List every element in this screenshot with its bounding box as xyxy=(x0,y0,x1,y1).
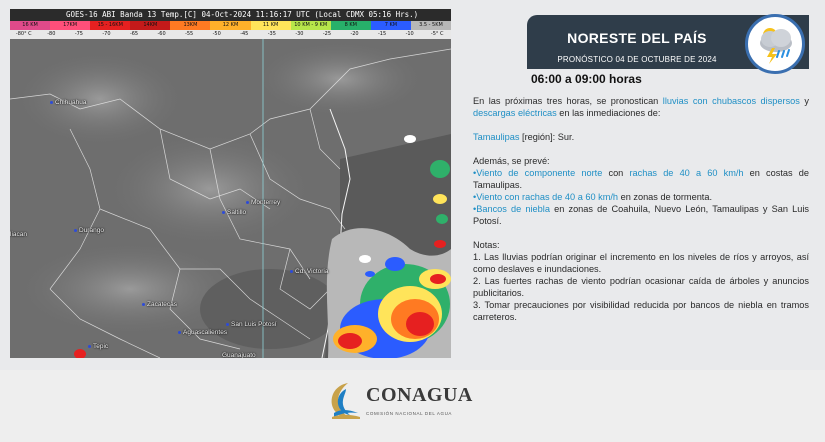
bullet-item xyxy=(473,167,809,191)
conagua-emblem-icon xyxy=(326,379,364,423)
satellite-image-panel xyxy=(10,9,451,358)
scale-cell: 15 - 16KM xyxy=(90,21,130,30)
text: en zonas de tormenta. xyxy=(618,192,713,202)
city-marker-icon xyxy=(88,345,91,348)
text: En las próximas tres horas, se pronostican xyxy=(473,96,663,106)
city-label xyxy=(10,231,27,238)
storm-cloud-icon xyxy=(745,14,805,74)
storm-cloud-graphic xyxy=(748,17,802,71)
scale-cell: 8 KM xyxy=(331,21,371,30)
scale-cell: 12 KM xyxy=(210,21,250,30)
city-label xyxy=(290,268,328,275)
note-item: 2. Las fuertes rachas de viento podrían ocasionar caída de árboles y anuncios publicitarios. xyxy=(473,276,809,298)
highlight-text: •Viento con rachas de 40 a 60 km/h xyxy=(473,192,619,202)
city-name: liacan xyxy=(10,231,27,238)
footer xyxy=(0,370,825,442)
scale-cell: 14KM xyxy=(130,21,170,30)
city-marker-icon xyxy=(246,201,249,204)
city-name: Cd. Victoria xyxy=(295,268,329,275)
city-name: Aguascalientes xyxy=(183,329,228,336)
city-marker-icon xyxy=(290,270,293,273)
altitude-color-scale xyxy=(10,21,451,30)
highlight-text: •Bancos de niebla xyxy=(473,204,550,214)
forecast-date: PRONÓSTICO 04 DE OCTUBRE DE 2024 xyxy=(557,55,717,64)
temp-tick: -75 xyxy=(74,31,83,37)
temp-tick: -70 xyxy=(102,31,111,37)
temp-tick: -60 xyxy=(157,31,166,37)
city-name: Chihuahua xyxy=(55,99,87,106)
temp-tick: -55 xyxy=(185,31,194,37)
scale-cell: 3.5 - 5KM xyxy=(411,21,451,30)
temp-tick: -50 xyxy=(212,31,221,37)
text: en zonas de Coahuila, Nuevo León, Tamaulipas y San Luis Potosí. xyxy=(473,204,809,226)
temp-tick: -65 xyxy=(129,31,139,37)
bullet-item xyxy=(473,203,809,227)
scale-cell: 16 KM xyxy=(10,21,50,30)
highlight-text: rachas de 40 a 60 km/h xyxy=(629,168,744,178)
city-marker-icon xyxy=(222,211,225,214)
city-label xyxy=(142,301,177,308)
city-marker-icon xyxy=(142,303,145,306)
temp-tick: -35 xyxy=(267,31,276,37)
city-label xyxy=(226,321,277,328)
city-name: Tepic xyxy=(93,343,109,350)
city-name: Durango xyxy=(79,227,104,234)
bullet-item xyxy=(473,191,809,203)
state-name: Tamaulipas xyxy=(473,132,520,142)
temp-tick: -80° C xyxy=(15,31,32,37)
region-title: NORESTE DEL PAÍS xyxy=(567,30,707,46)
notes-title: Notas: xyxy=(473,240,500,250)
forecast-body xyxy=(473,95,809,323)
text: y xyxy=(799,96,809,106)
city-name: San Luis Potosí xyxy=(231,321,277,328)
note-item: 1. Las lluvias podrían originar el incremento en los niveles de ríos y arroyos, así como deslaves e inundaciones. xyxy=(473,252,809,274)
city-name: Guanajuato xyxy=(222,352,256,358)
scale-cell: 7 KM xyxy=(371,21,411,30)
logo-wordmark: CONAGUA xyxy=(366,384,473,406)
city-label xyxy=(222,352,256,358)
highlight-text: lluvias con chubascos dispersos xyxy=(662,96,800,106)
conagua-logo xyxy=(326,379,506,429)
city-name: Zacatecas xyxy=(147,301,177,308)
also-title: Además, se prevé: xyxy=(473,156,550,166)
city-label xyxy=(50,99,86,106)
text: en costas de Tamaulipas. xyxy=(473,168,809,190)
scale-cell: 11 KM xyxy=(251,21,291,30)
logo-subtitle: COMISIÓN NACIONAL DEL AGUA xyxy=(366,411,453,416)
scale-cell: 13KM xyxy=(170,21,210,30)
forecast-state xyxy=(473,131,809,143)
temp-tick: -80 xyxy=(47,31,56,37)
scale-cell: 17KM xyxy=(50,21,90,30)
city-marker-icon xyxy=(226,323,229,326)
temp-tick: -25 xyxy=(322,31,332,37)
scale-cell: 10 KM - 9 KM xyxy=(291,21,331,30)
text: [región]: Sur. xyxy=(519,132,575,142)
city-label xyxy=(222,209,246,216)
city-marker-icon xyxy=(178,331,181,334)
city-label xyxy=(246,199,280,206)
highlight-text: •Viento de componente norte xyxy=(473,168,603,178)
temp-tick: -10 xyxy=(405,31,414,37)
temperature-scale xyxy=(10,30,451,39)
city-name: Monterrey xyxy=(251,199,281,206)
time-range: 06:00 a 09:00 horas xyxy=(531,72,642,86)
city-marker-icon xyxy=(74,229,77,232)
satellite-title: GOES-16 ABI Banda 13 Temp.[C] 04-Oct-2024 11:16:17 UTC (Local CDMX 05:16 Hrs.) xyxy=(10,9,451,21)
city-label xyxy=(178,329,227,336)
temp-tick: -30 xyxy=(295,31,304,37)
highlight-text: descargas eléctricas xyxy=(473,108,557,118)
forecast-intro xyxy=(473,95,809,119)
city-name: Saltillo xyxy=(227,209,247,216)
note-item: 3. Tomar precauciones por visibilidad reducida por bancos de niebla en tramos carreteros. xyxy=(473,300,809,322)
temp-tick: -15 xyxy=(378,31,387,37)
city-label xyxy=(88,343,108,350)
temp-tick: -5° C xyxy=(430,31,444,37)
satellite-map xyxy=(10,39,451,358)
temp-tick: -45 xyxy=(240,31,249,37)
text: en las inmediaciones de: xyxy=(556,108,661,118)
text: con xyxy=(602,168,630,178)
city-marker-icon xyxy=(50,101,53,104)
city-label xyxy=(74,227,104,234)
satellite-map-graphic xyxy=(10,39,451,358)
temp-tick: -20 xyxy=(350,31,359,37)
